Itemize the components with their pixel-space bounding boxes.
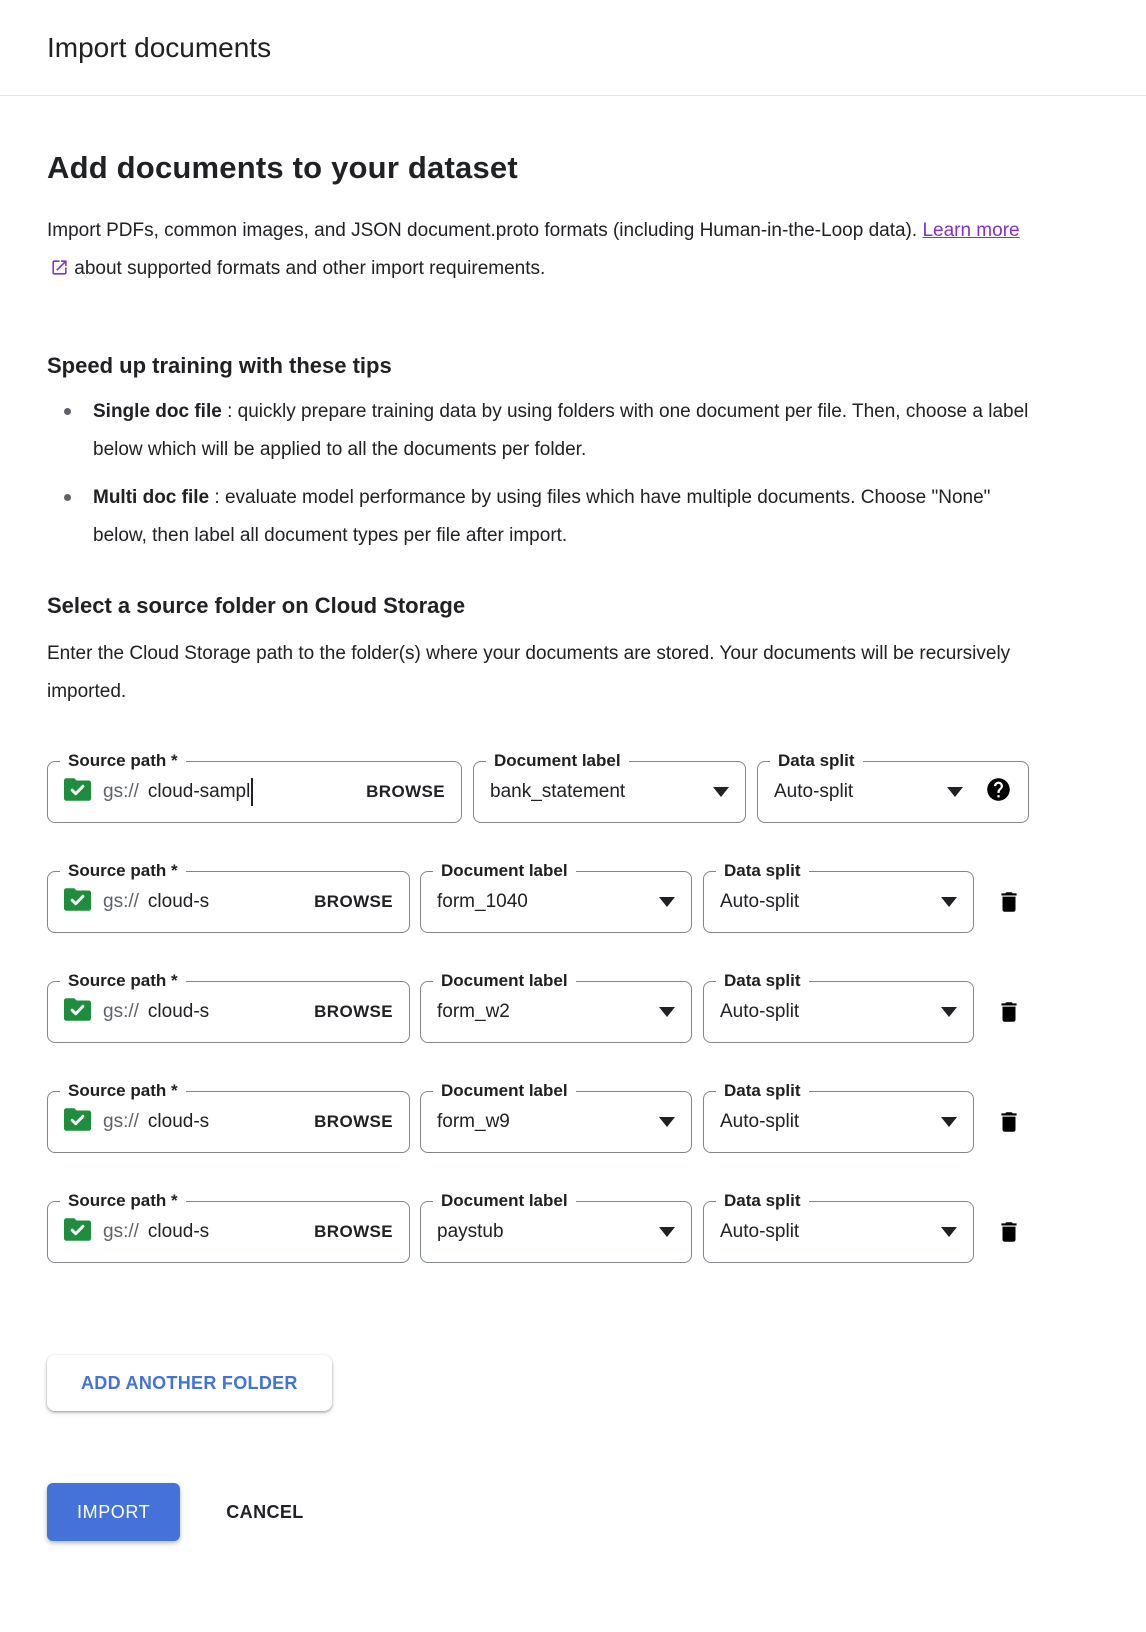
- chevron-down-icon: [659, 1227, 675, 1237]
- data-split-select[interactable]: [703, 971, 974, 1043]
- data-split-select[interactable]: [757, 751, 1029, 823]
- tips-heading: Speed up training with these tips: [47, 353, 392, 378]
- document-label-select[interactable]: [420, 861, 692, 933]
- source-path-label: Source path *: [60, 1191, 186, 1211]
- chevron-down-icon: [941, 1227, 957, 1237]
- folder-row-1: [47, 751, 1036, 823]
- document-label-select[interactable]: [473, 751, 746, 823]
- data-split-label: Data split: [716, 1081, 809, 1101]
- folder-row-4: [47, 1081, 1036, 1153]
- source-path-field[interactable]: [47, 751, 462, 823]
- data-split-select[interactable]: [703, 1081, 974, 1153]
- document-label-select[interactable]: [420, 1191, 692, 1263]
- data-split-select[interactable]: [703, 1191, 974, 1263]
- tip-description: : quickly prepare training data by using folders with one document per file. Then, choose a label below which will be applied to all the documents per folder.: [93, 401, 1029, 460]
- folder-check-icon: [64, 998, 91, 1026]
- delete-row-button[interactable]: [996, 1218, 1022, 1246]
- form-actions: [47, 1483, 1036, 1541]
- folder-check-icon: [64, 888, 91, 916]
- document-label-label: Document label: [486, 751, 629, 771]
- data-split-label: Data split: [716, 861, 809, 881]
- tip-description: : evaluate model performance by using files which have multiple documents. Choose "None" below, then label all document types per file after import.: [93, 487, 991, 546]
- tips-list: [47, 393, 1036, 555]
- source-path-input[interactable]: cloud-s: [147, 1001, 210, 1022]
- source-path-input[interactable]: cloud-sampl: [147, 781, 251, 802]
- external-link-icon: [50, 253, 69, 291]
- data-split-label: Data split: [716, 1191, 809, 1211]
- gs-prefix: gs://: [103, 1221, 139, 1242]
- tip-term: Single doc file: [93, 401, 222, 422]
- document-label-value: form_w9: [437, 1111, 510, 1132]
- data-split-value: Auto-split: [774, 781, 854, 802]
- browse-button[interactable]: BROWSE: [314, 1112, 393, 1131]
- folder-check-icon: [64, 1218, 91, 1246]
- document-label-label: Document label: [433, 1191, 576, 1211]
- document-label-label: Document label: [433, 1081, 576, 1101]
- source-path-label: Source path *: [60, 751, 186, 771]
- help-icon[interactable]: [985, 776, 1012, 808]
- data-split-value: Auto-split: [720, 891, 800, 912]
- document-label-value: form_1040: [437, 891, 528, 912]
- gs-prefix: gs://: [103, 891, 139, 912]
- source-path-field[interactable]: [47, 1081, 410, 1153]
- source-path-input[interactable]: cloud-s: [147, 1111, 210, 1132]
- gs-prefix: gs://: [103, 781, 139, 802]
- delete-row-button[interactable]: [996, 1108, 1022, 1136]
- source-path-label: Source path *: [60, 971, 186, 991]
- data-split-value: Auto-split: [720, 1221, 800, 1242]
- chevron-down-icon: [659, 897, 675, 907]
- document-label-label: Document label: [433, 861, 576, 881]
- folder-check-icon: [64, 778, 91, 806]
- tip-multi-doc: [93, 479, 1036, 555]
- source-section-heading: Select a source folder on Cloud Storage: [47, 593, 466, 618]
- browse-button[interactable]: BROWSE: [366, 782, 445, 801]
- tip-term: Multi doc file: [93, 487, 210, 508]
- chevron-down-icon: [947, 787, 963, 797]
- browse-button[interactable]: BROWSE: [314, 1002, 393, 1021]
- document-label-value: bank_statement: [490, 781, 626, 802]
- intro-paragraph: [47, 212, 1032, 291]
- tip-single-doc: [93, 393, 1036, 469]
- document-label-select[interactable]: [420, 971, 692, 1043]
- source-path-field[interactable]: [47, 1191, 410, 1263]
- data-split-value: Auto-split: [720, 1111, 800, 1132]
- intro-text-after: about supported formats and other import requirements.: [69, 258, 546, 279]
- data-split-select[interactable]: [703, 861, 974, 933]
- source-path-label: Source path *: [60, 861, 186, 881]
- source-section-description: Enter the Cloud Storage path to the folder(s) where your documents are stored. Your documents will be recursively imported.: [47, 643, 1011, 702]
- source-path-label: Source path *: [60, 1081, 186, 1101]
- browse-button[interactable]: BROWSE: [314, 1222, 393, 1241]
- add-another-folder-button[interactable]: ADD ANOTHER FOLDER: [47, 1355, 332, 1411]
- data-split-label: Data split: [770, 751, 863, 771]
- delete-row-button[interactable]: [996, 888, 1022, 916]
- chevron-down-icon: [659, 1117, 675, 1127]
- chevron-down-icon: [941, 897, 957, 907]
- data-split-label: Data split: [716, 971, 809, 991]
- main-content: [0, 150, 1146, 1541]
- source-path-input[interactable]: cloud-s: [147, 891, 210, 912]
- page-title: Add documents to your dataset: [47, 150, 518, 185]
- chevron-down-icon: [941, 1117, 957, 1127]
- text-cursor: [251, 778, 253, 806]
- document-label-select[interactable]: [420, 1081, 692, 1153]
- delete-row-button[interactable]: [996, 998, 1022, 1026]
- source-path-input[interactable]: cloud-s: [147, 1221, 210, 1242]
- gs-prefix: gs://: [103, 1001, 139, 1022]
- source-path-field[interactable]: [47, 971, 410, 1043]
- browse-button[interactable]: BROWSE: [314, 892, 393, 911]
- chevron-down-icon: [941, 1007, 957, 1017]
- document-label-label: Document label: [433, 971, 576, 991]
- cancel-button[interactable]: CANCEL: [226, 1501, 304, 1522]
- folder-check-icon: [64, 1108, 91, 1136]
- folder-row-5: [47, 1191, 1036, 1263]
- source-path-field[interactable]: [47, 861, 410, 933]
- folder-row-2: [47, 861, 1036, 933]
- folder-row-3: [47, 971, 1036, 1043]
- import-button[interactable]: IMPORT: [47, 1483, 180, 1541]
- intro-text-before: Import PDFs, common images, and JSON document.proto formats (including Human-in-the-Loop data).: [47, 220, 923, 241]
- import-form: [47, 751, 1036, 1541]
- chevron-down-icon: [659, 1007, 675, 1017]
- gs-prefix: gs://: [103, 1111, 139, 1132]
- chevron-down-icon: [713, 787, 729, 797]
- dialog-header: [0, 0, 1146, 96]
- data-split-value: Auto-split: [720, 1001, 800, 1022]
- dialog-title: Import documents: [47, 31, 272, 63]
- document-label-value: form_w2: [437, 1001, 510, 1022]
- document-label-value: paystub: [437, 1221, 504, 1242]
- learn-more-label: Learn more: [922, 220, 1020, 241]
